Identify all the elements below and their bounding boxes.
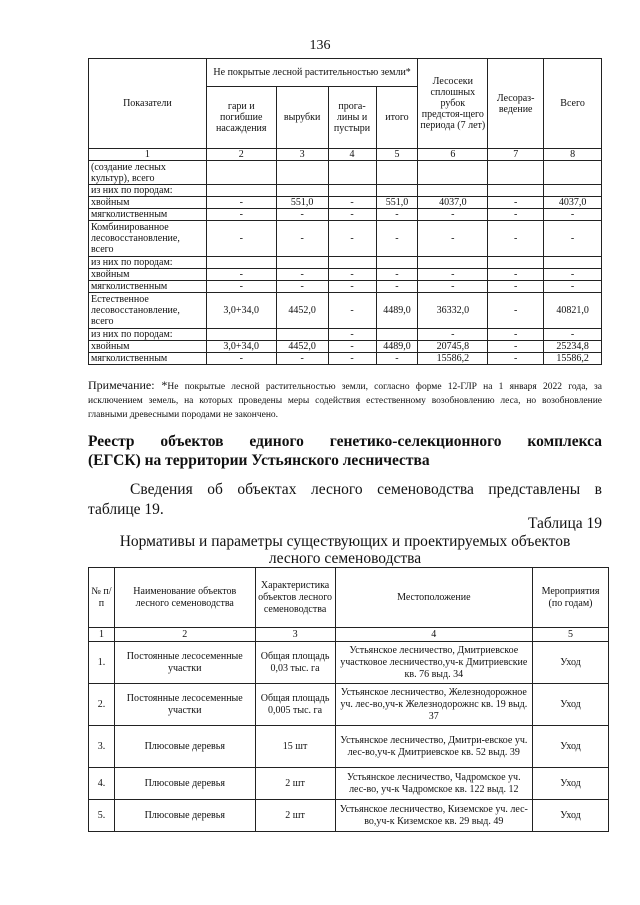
header-grand-total: Всего (544, 59, 602, 149)
cell-value: - (276, 281, 328, 293)
cell-value: - (328, 281, 376, 293)
header-not-covered-group: Не покрытые лесной растительностью земли* (206, 59, 418, 87)
cell-value (544, 257, 602, 269)
cell-value: - (544, 269, 602, 281)
word: в (594, 481, 602, 498)
table-row (89, 329, 602, 341)
cell-value: 4037,0 (544, 197, 602, 209)
word: Сведения (130, 481, 193, 498)
col-number: 6 (418, 149, 488, 161)
word: семеноводства (377, 481, 474, 498)
cell-value (488, 161, 544, 185)
col-number: 3 (255, 628, 335, 642)
table-caption: Таблица 19 (527, 515, 602, 532)
paragraph-line-2: таблице 19. (88, 501, 164, 518)
cell-name: Плюсовые деревья (114, 768, 255, 800)
cell-value: - (376, 269, 418, 281)
cell-char: 2 шт (255, 800, 335, 832)
cell-value: 3,0+34,0 (206, 293, 276, 329)
header-burns: гари и погибшие насаждения (206, 87, 276, 149)
cell-value: - (544, 209, 602, 221)
cell-measures: Уход (533, 684, 609, 726)
cell-value: - (328, 197, 376, 209)
row-label: из них по породам: (89, 329, 207, 341)
cell-value: 20745,8 (418, 341, 488, 353)
cell-name: Постоянные лесосеменные участки (114, 642, 255, 684)
row-label: из них по породам: (89, 185, 207, 197)
paragraph (88, 480, 602, 520)
row-label: хвойным (89, 341, 207, 353)
header-location: Местоположение (335, 568, 532, 628)
cell-value: - (276, 353, 328, 365)
cell-location: Устьянское лесничество, Киземское уч. лес-во,уч-к Киземское кв. 29 выд. 49 (335, 800, 532, 832)
cell-value: 4489,0 (376, 341, 418, 353)
cell-value (328, 257, 376, 269)
cell-name: Постоянные лесосеменные участки (114, 684, 255, 726)
cell-num: 1. (89, 642, 115, 684)
cell-value (276, 329, 328, 341)
cell-char: Общая площадь 0,03 тыс. га (255, 642, 335, 684)
header-measures: Мероприятия (по годам) (533, 568, 609, 628)
table-row (89, 800, 609, 832)
row-label: мягколиственным (89, 209, 207, 221)
cell-value (544, 161, 602, 185)
table-row (89, 684, 609, 726)
header-num: № п/п (89, 568, 115, 628)
cell-value (418, 185, 488, 197)
cell-value: - (276, 221, 328, 257)
table-row (89, 185, 602, 197)
cell-value: 3,0+34,0 (206, 341, 276, 353)
cell-location: Устьянское лесничество, Дмитриевское участковое лесничество,уч-к Дмитриевские кв. 76 выд. 34 (335, 642, 532, 684)
cell-value (276, 185, 328, 197)
header-gaps: прога-лины и пустыри (328, 87, 376, 149)
cell-value: - (418, 221, 488, 257)
cell-value: - (376, 281, 418, 293)
cell-value: - (488, 209, 544, 221)
cell-value (328, 161, 376, 185)
col-number: 2 (206, 149, 276, 161)
cell-value: - (206, 221, 276, 257)
row-label: мягколиственным (89, 281, 207, 293)
header-afforestation: Лесораз-ведение (488, 59, 544, 149)
word: объектах (237, 481, 297, 498)
cell-measures: Уход (533, 768, 609, 800)
row-label: хвойным (89, 269, 207, 281)
col-number: 5 (376, 149, 418, 161)
cell-value (328, 185, 376, 197)
note-text: Не покрытые лесной растительностью земли, согласно форме 12-ГЛР на 1 января 2022 года, за исключением земель, на которых проведены меры содействия естественному возобновлению леса, но возобновление главными древесными породами не закончено. (88, 382, 602, 420)
table-row (89, 293, 602, 329)
cell-value (206, 257, 276, 269)
word: об (207, 481, 223, 498)
cell-value: - (328, 209, 376, 221)
cell-value: - (488, 269, 544, 281)
table-note (88, 378, 602, 422)
table-row (89, 221, 602, 257)
row-label: (создание лесных культур), всего (89, 161, 207, 185)
cell-value: - (488, 341, 544, 353)
table-row (89, 726, 609, 768)
cell-value (376, 161, 418, 185)
cell-value: 4037,0 (418, 197, 488, 209)
heading-line-2: (ЕГСК) на территории Устьянского лесничества (88, 452, 430, 469)
col-number: 7 (488, 149, 544, 161)
table-row (89, 281, 602, 293)
cell-char: 2 шт (255, 768, 335, 800)
cell-value: 15586,2 (544, 353, 602, 365)
cell-measures: Уход (533, 800, 609, 832)
note-label: Примечание: * (88, 378, 168, 392)
table-row (89, 269, 602, 281)
cell-value: - (328, 353, 376, 365)
word: представлены (488, 481, 581, 498)
cell-location: Устьянское лесничество, Железнодорожное уч. лес-во,уч-к Железнодорожнс кв. 19 выд. 37 (335, 684, 532, 726)
cell-value: - (328, 329, 376, 341)
cell-value: - (206, 197, 276, 209)
cell-char: Общая площадь 0,005 тыс. га (255, 684, 335, 726)
cell-value: - (206, 209, 276, 221)
cell-value (376, 257, 418, 269)
cell-value: 4452,0 (276, 293, 328, 329)
row-label: хвойным (89, 197, 207, 209)
cell-num: 3. (89, 726, 115, 768)
row-label: Естественное лесовосстановление, всего (89, 293, 207, 329)
cell-value: 551,0 (276, 197, 328, 209)
cell-value: 15586,2 (418, 353, 488, 365)
cell-value: 551,0 (376, 197, 418, 209)
table-row (89, 768, 609, 800)
cell-value: - (418, 329, 488, 341)
cell-value: 4489,0 (376, 293, 418, 329)
cell-value: - (488, 221, 544, 257)
cell-value: - (418, 269, 488, 281)
col-number: 1 (89, 149, 207, 161)
cell-value: - (328, 341, 376, 353)
col-number: 1 (89, 628, 115, 642)
row-label: Комбинированное лесовосстановление, всего (89, 221, 207, 257)
cell-value (206, 185, 276, 197)
cell-value: - (488, 353, 544, 365)
col-number: 3 (276, 149, 328, 161)
cell-value: - (376, 209, 418, 221)
cell-value: - (418, 209, 488, 221)
cell-value (206, 329, 276, 341)
cell-value: - (488, 197, 544, 209)
table-row (89, 353, 602, 365)
cell-value (544, 185, 602, 197)
cell-value: - (206, 353, 276, 365)
table-row (89, 161, 602, 185)
cell-value: - (276, 269, 328, 281)
cell-value: - (544, 221, 602, 257)
cell-value: - (328, 293, 376, 329)
cell-value (488, 185, 544, 197)
table-row (89, 257, 602, 269)
cell-value: - (488, 293, 544, 329)
cell-measures: Уход (533, 726, 609, 768)
table-row (89, 197, 602, 209)
col-number: 8 (544, 149, 602, 161)
row-label: из них по породам: (89, 257, 207, 269)
header-clearcuts: Лесосеки сплошных рубок предстоя-щего периода (7 лет) (418, 59, 488, 149)
cell-value: - (544, 329, 602, 341)
header-name: Наименование объектов лесного семеноводства (114, 568, 255, 628)
word: Реестр (88, 433, 135, 450)
col-number: 5 (533, 628, 609, 642)
cell-value: - (544, 281, 602, 293)
cell-value (418, 257, 488, 269)
col-number: 4 (335, 628, 532, 642)
section-heading (88, 432, 602, 470)
page-number: 136 (309, 38, 331, 53)
word: лесного (310, 481, 363, 498)
cell-name: Плюсовые деревья (114, 800, 255, 832)
cell-value (276, 257, 328, 269)
cell-value (376, 185, 418, 197)
table-title (88, 533, 602, 567)
cell-num: 4. (89, 768, 115, 800)
cell-char: 15 шт (255, 726, 335, 768)
header-total: итого (376, 87, 418, 149)
cell-value: 25234,8 (544, 341, 602, 353)
header-cuttings: вырубки (276, 87, 328, 149)
table-row (89, 642, 609, 684)
cell-value (276, 161, 328, 185)
cell-value: - (328, 269, 376, 281)
cell-value: - (488, 329, 544, 341)
cell-value (206, 161, 276, 185)
table-title-line-1: Нормативы и параметры существующих и проектируемых объектов (119, 533, 571, 550)
cell-value: - (206, 281, 276, 293)
cell-value: - (376, 221, 418, 257)
word: единого (249, 433, 304, 450)
cell-value: - (418, 281, 488, 293)
cell-value: - (376, 353, 418, 365)
cell-name: Плюсовые деревья (114, 726, 255, 768)
header-indicators: Показатели (89, 59, 207, 149)
row-label: мягколиственным (89, 353, 207, 365)
word: комплекса (527, 433, 602, 450)
cell-value (488, 257, 544, 269)
word: объектов (160, 433, 224, 450)
table-title-line-2: лесного семеноводства (268, 550, 422, 567)
cell-value: 40821,0 (544, 293, 602, 329)
cell-value (418, 161, 488, 185)
cell-value: 4452,0 (276, 341, 328, 353)
cell-num: 2. (89, 684, 115, 726)
cell-value: - (328, 221, 376, 257)
cell-value (376, 329, 418, 341)
table-row (89, 209, 602, 221)
cell-value: - (206, 269, 276, 281)
table-row (89, 341, 602, 353)
word: генетико-селекционного (329, 433, 502, 450)
seed-objects-table (88, 567, 609, 832)
cell-location: Устьянское лесничество, Дмитри-евское уч. лес-во,уч-к Дмитриевское кв. 52 выд. 39 (335, 726, 532, 768)
cell-value: - (488, 281, 544, 293)
cell-location: Устьянское лесничество, Чадромское уч. лес-во, уч-к Чадромское кв. 122 выд. 12 (335, 768, 532, 800)
col-number: 4 (328, 149, 376, 161)
cell-value: - (276, 209, 328, 221)
header-characteristic: Характеристика объектов лесного семеноводства (255, 568, 335, 628)
cell-num: 5. (89, 800, 115, 832)
cell-measures: Уход (533, 642, 609, 684)
forest-restoration-table (88, 58, 602, 365)
cell-value: 36332,0 (418, 293, 488, 329)
col-number: 2 (114, 628, 255, 642)
